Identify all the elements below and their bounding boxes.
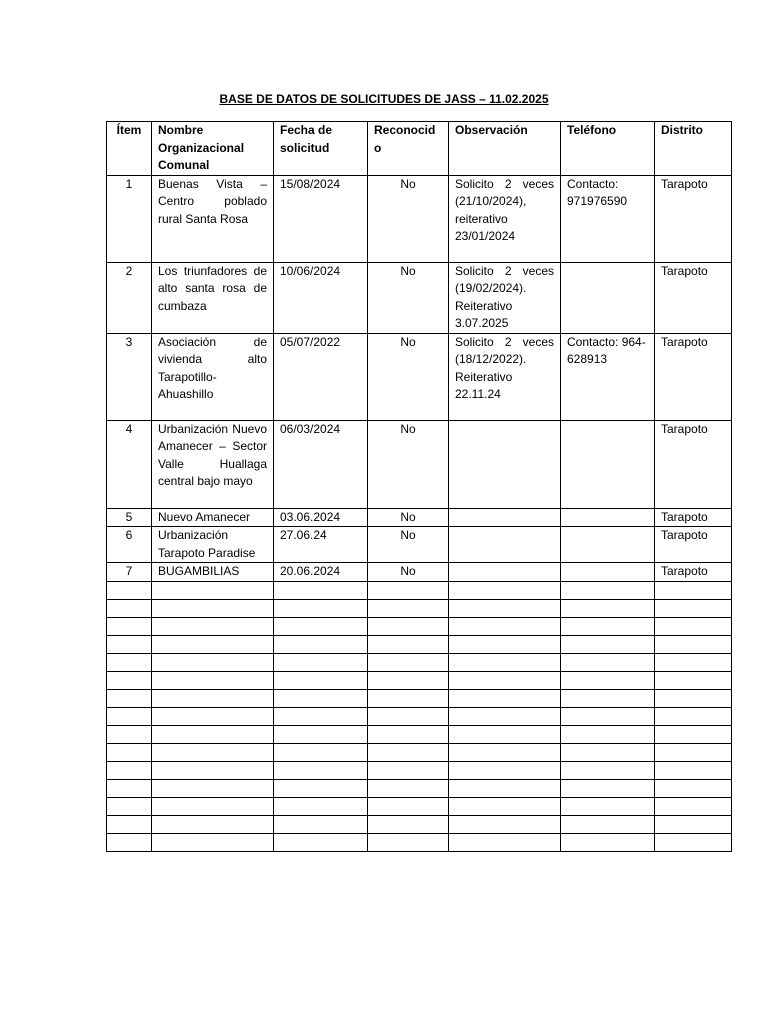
empty-cell-observacion xyxy=(449,743,561,761)
empty-cell-telefono xyxy=(561,761,655,779)
empty-table-row xyxy=(107,689,732,707)
empty-cell-fecha xyxy=(274,815,368,833)
empty-cell-nombre xyxy=(152,779,274,797)
empty-cell-item xyxy=(107,599,152,617)
empty-table-row xyxy=(107,599,732,617)
empty-cell-telefono xyxy=(561,707,655,725)
empty-cell-telefono xyxy=(561,617,655,635)
cell-distrito: Tarapoto xyxy=(655,175,732,262)
table-row xyxy=(107,420,732,508)
cell-observacion: Solicito 2 veces (19/02/2024). Reiterativo 3.07.2025 xyxy=(449,262,561,333)
empty-cell-telefono xyxy=(561,743,655,761)
empty-cell-observacion xyxy=(449,833,561,851)
empty-table-row xyxy=(107,797,732,815)
empty-cell-reconocido xyxy=(368,797,449,815)
cell-item: 4 xyxy=(107,420,152,508)
cell-telefono xyxy=(561,563,655,582)
table-row xyxy=(107,527,732,563)
cell-telefono: Contacto: 971976590 xyxy=(561,175,655,262)
empty-cell-observacion xyxy=(449,689,561,707)
empty-cell-item xyxy=(107,761,152,779)
empty-cell-item xyxy=(107,689,152,707)
empty-cell-telefono xyxy=(561,815,655,833)
cell-reconocido: No xyxy=(368,508,449,527)
empty-cell-fecha xyxy=(274,797,368,815)
empty-cell-nombre xyxy=(152,617,274,635)
cell-reconocido: No xyxy=(368,333,449,420)
empty-table-row xyxy=(107,761,732,779)
empty-table-row xyxy=(107,617,732,635)
cell-fecha: 03.06.2024 xyxy=(274,508,368,527)
empty-cell-observacion xyxy=(449,671,561,689)
empty-cell-nombre xyxy=(152,635,274,653)
empty-cell-nombre xyxy=(152,707,274,725)
empty-cell-distrito xyxy=(655,833,732,851)
table-row xyxy=(107,262,732,333)
empty-cell-distrito xyxy=(655,581,732,599)
empty-cell-telefono xyxy=(561,599,655,617)
empty-cell-reconocido xyxy=(368,743,449,761)
empty-cell-distrito xyxy=(655,635,732,653)
empty-cell-nombre xyxy=(152,725,274,743)
header-nombre: Nombre Organizacional Comunal xyxy=(152,122,274,176)
empty-cell-reconocido xyxy=(368,779,449,797)
empty-cell-telefono xyxy=(561,833,655,851)
header-fecha: Fecha de solicitud xyxy=(274,122,368,176)
empty-cell-fecha xyxy=(274,743,368,761)
empty-cell-fecha xyxy=(274,671,368,689)
empty-cell-reconocido xyxy=(368,635,449,653)
cell-nombre: Nuevo Amanecer xyxy=(152,508,274,527)
empty-cell-distrito xyxy=(655,761,732,779)
empty-cell-telefono xyxy=(561,689,655,707)
empty-cell-nombre xyxy=(152,743,274,761)
empty-cell-item xyxy=(107,617,152,635)
table-row xyxy=(107,333,732,420)
cell-observacion xyxy=(449,563,561,582)
empty-cell-fecha xyxy=(274,779,368,797)
empty-cell-distrito xyxy=(655,779,732,797)
requests-table xyxy=(106,121,732,852)
empty-cell-distrito xyxy=(655,617,732,635)
cell-item: 5 xyxy=(107,508,152,527)
empty-table-row xyxy=(107,653,732,671)
empty-cell-reconocido xyxy=(368,653,449,671)
empty-cell-telefono xyxy=(561,653,655,671)
empty-cell-item xyxy=(107,635,152,653)
cell-reconocido: No xyxy=(368,563,449,582)
empty-cell-item xyxy=(107,707,152,725)
empty-table-row xyxy=(107,743,732,761)
empty-cell-item xyxy=(107,797,152,815)
cell-telefono xyxy=(561,527,655,563)
empty-cell-nombre xyxy=(152,653,274,671)
empty-cell-fecha xyxy=(274,653,368,671)
table-header-row xyxy=(107,122,732,176)
empty-cell-nombre xyxy=(152,797,274,815)
header-item: Ítem xyxy=(107,122,152,176)
empty-table-row xyxy=(107,635,732,653)
empty-table-row xyxy=(107,779,732,797)
cell-item: 6 xyxy=(107,527,152,563)
cell-nombre: Buenas Vista – Centro poblado rural Santa Rosa xyxy=(152,175,274,262)
empty-cell-nombre xyxy=(152,761,274,779)
cell-distrito: Tarapoto xyxy=(655,563,732,582)
empty-table-row xyxy=(107,815,732,833)
cell-item: 7 xyxy=(107,563,152,582)
cell-observacion xyxy=(449,508,561,527)
empty-cell-telefono xyxy=(561,725,655,743)
table-row xyxy=(107,563,732,582)
cell-telefono xyxy=(561,262,655,333)
empty-cell-reconocido xyxy=(368,671,449,689)
cell-fecha: 27.06.24 xyxy=(274,527,368,563)
empty-cell-observacion xyxy=(449,599,561,617)
cell-reconocido: No xyxy=(368,527,449,563)
empty-cell-nombre xyxy=(152,689,274,707)
empty-cell-fecha xyxy=(274,581,368,599)
cell-observacion xyxy=(449,420,561,508)
cell-item: 2 xyxy=(107,262,152,333)
empty-cell-telefono xyxy=(561,671,655,689)
document-title: BASE DE DATOS DE SOLICITUDES DE JASS – 11.02.2025 xyxy=(219,92,549,106)
empty-cell-fecha xyxy=(274,725,368,743)
empty-cell-fecha xyxy=(274,707,368,725)
empty-cell-observacion xyxy=(449,815,561,833)
empty-cell-telefono xyxy=(561,797,655,815)
empty-cell-item xyxy=(107,743,152,761)
empty-cell-reconocido xyxy=(368,707,449,725)
empty-cell-item xyxy=(107,671,152,689)
cell-nombre: Urbanización Nuevo Amanecer – Sector Valle Huallaga central bajo mayo xyxy=(152,420,274,508)
empty-cell-item xyxy=(107,581,152,599)
empty-cell-distrito xyxy=(655,707,732,725)
cell-nombre: Urbanización Tarapoto Paradise xyxy=(152,527,274,563)
empty-cell-item xyxy=(107,725,152,743)
empty-cell-distrito xyxy=(655,815,732,833)
cell-observacion xyxy=(449,527,561,563)
empty-cell-nombre xyxy=(152,833,274,851)
cell-nombre: BUGAMBILIAS xyxy=(152,563,274,582)
empty-cell-observacion xyxy=(449,707,561,725)
empty-cell-telefono xyxy=(561,581,655,599)
empty-cell-fecha xyxy=(274,599,368,617)
empty-cell-fecha xyxy=(274,617,368,635)
cell-fecha: 10/06/2024 xyxy=(274,262,368,333)
cell-distrito: Tarapoto xyxy=(655,333,732,420)
empty-table-row xyxy=(107,707,732,725)
table-row xyxy=(107,508,732,527)
cell-nombre: Asociación de vivienda alto Tarapotillo-Ahuashillo xyxy=(152,333,274,420)
header-telefono: Teléfono xyxy=(561,122,655,176)
empty-cell-observacion xyxy=(449,779,561,797)
empty-cell-telefono xyxy=(561,635,655,653)
empty-cell-nombre xyxy=(152,599,274,617)
cell-reconocido: No xyxy=(368,262,449,333)
header-reconocido: Reconocido xyxy=(368,122,449,176)
empty-table-row xyxy=(107,833,732,851)
cell-item: 1 xyxy=(107,175,152,262)
cell-fecha: 05/07/2022 xyxy=(274,333,368,420)
empty-table-row xyxy=(107,725,732,743)
empty-cell-reconocido xyxy=(368,815,449,833)
cell-fecha: 15/08/2024 xyxy=(274,175,368,262)
empty-cell-fecha xyxy=(274,689,368,707)
cell-telefono xyxy=(561,508,655,527)
empty-cell-distrito xyxy=(655,725,732,743)
cell-telefono xyxy=(561,420,655,508)
empty-cell-observacion xyxy=(449,797,561,815)
cell-observacion: Solicito 2 veces (21/10/2024), reiterativo 23/01/2024 xyxy=(449,175,561,262)
cell-distrito: Tarapoto xyxy=(655,420,732,508)
empty-cell-fecha xyxy=(274,635,368,653)
empty-cell-nombre xyxy=(152,581,274,599)
empty-cell-observacion xyxy=(449,635,561,653)
empty-cell-observacion xyxy=(449,653,561,671)
header-observacion: Observación xyxy=(449,122,561,176)
cell-item: 3 xyxy=(107,333,152,420)
cell-distrito: Tarapoto xyxy=(655,527,732,563)
empty-cell-distrito xyxy=(655,599,732,617)
empty-cell-fecha xyxy=(274,833,368,851)
empty-cell-distrito xyxy=(655,743,732,761)
cell-distrito: Tarapoto xyxy=(655,262,732,333)
empty-cell-item xyxy=(107,653,152,671)
cell-observacion: Solicito 2 veces (18/12/2022). Reiterativo 22.11.24 xyxy=(449,333,561,420)
empty-cell-nombre xyxy=(152,815,274,833)
empty-cell-observacion xyxy=(449,761,561,779)
cell-reconocido: No xyxy=(368,175,449,262)
empty-cell-reconocido xyxy=(368,833,449,851)
empty-cell-telefono xyxy=(561,779,655,797)
empty-table-row xyxy=(107,581,732,599)
empty-cell-item xyxy=(107,779,152,797)
empty-cell-observacion xyxy=(449,617,561,635)
empty-cell-distrito xyxy=(655,797,732,815)
cell-reconocido: No xyxy=(368,420,449,508)
empty-cell-item xyxy=(107,833,152,851)
empty-cell-reconocido xyxy=(368,581,449,599)
empty-cell-distrito xyxy=(655,689,732,707)
empty-cell-reconocido xyxy=(368,599,449,617)
cell-distrito: Tarapoto xyxy=(655,508,732,527)
empty-cell-reconocido xyxy=(368,761,449,779)
empty-cell-item xyxy=(107,815,152,833)
empty-cell-reconocido xyxy=(368,725,449,743)
header-distrito: Distrito xyxy=(655,122,732,176)
empty-cell-reconocido xyxy=(368,617,449,635)
cell-nombre: Los triunfadores de alto santa rosa de cumbaza xyxy=(152,262,274,333)
empty-table-row xyxy=(107,671,732,689)
table-row xyxy=(107,175,732,262)
empty-cell-fecha xyxy=(274,761,368,779)
cell-telefono: Contacto: 964-628913 xyxy=(561,333,655,420)
empty-cell-distrito xyxy=(655,671,732,689)
cell-fecha: 06/03/2024 xyxy=(274,420,368,508)
empty-cell-reconocido xyxy=(368,689,449,707)
empty-cell-observacion xyxy=(449,725,561,743)
empty-cell-distrito xyxy=(655,653,732,671)
empty-cell-nombre xyxy=(152,671,274,689)
empty-cell-observacion xyxy=(449,581,561,599)
cell-fecha: 20.06.2024 xyxy=(274,563,368,582)
